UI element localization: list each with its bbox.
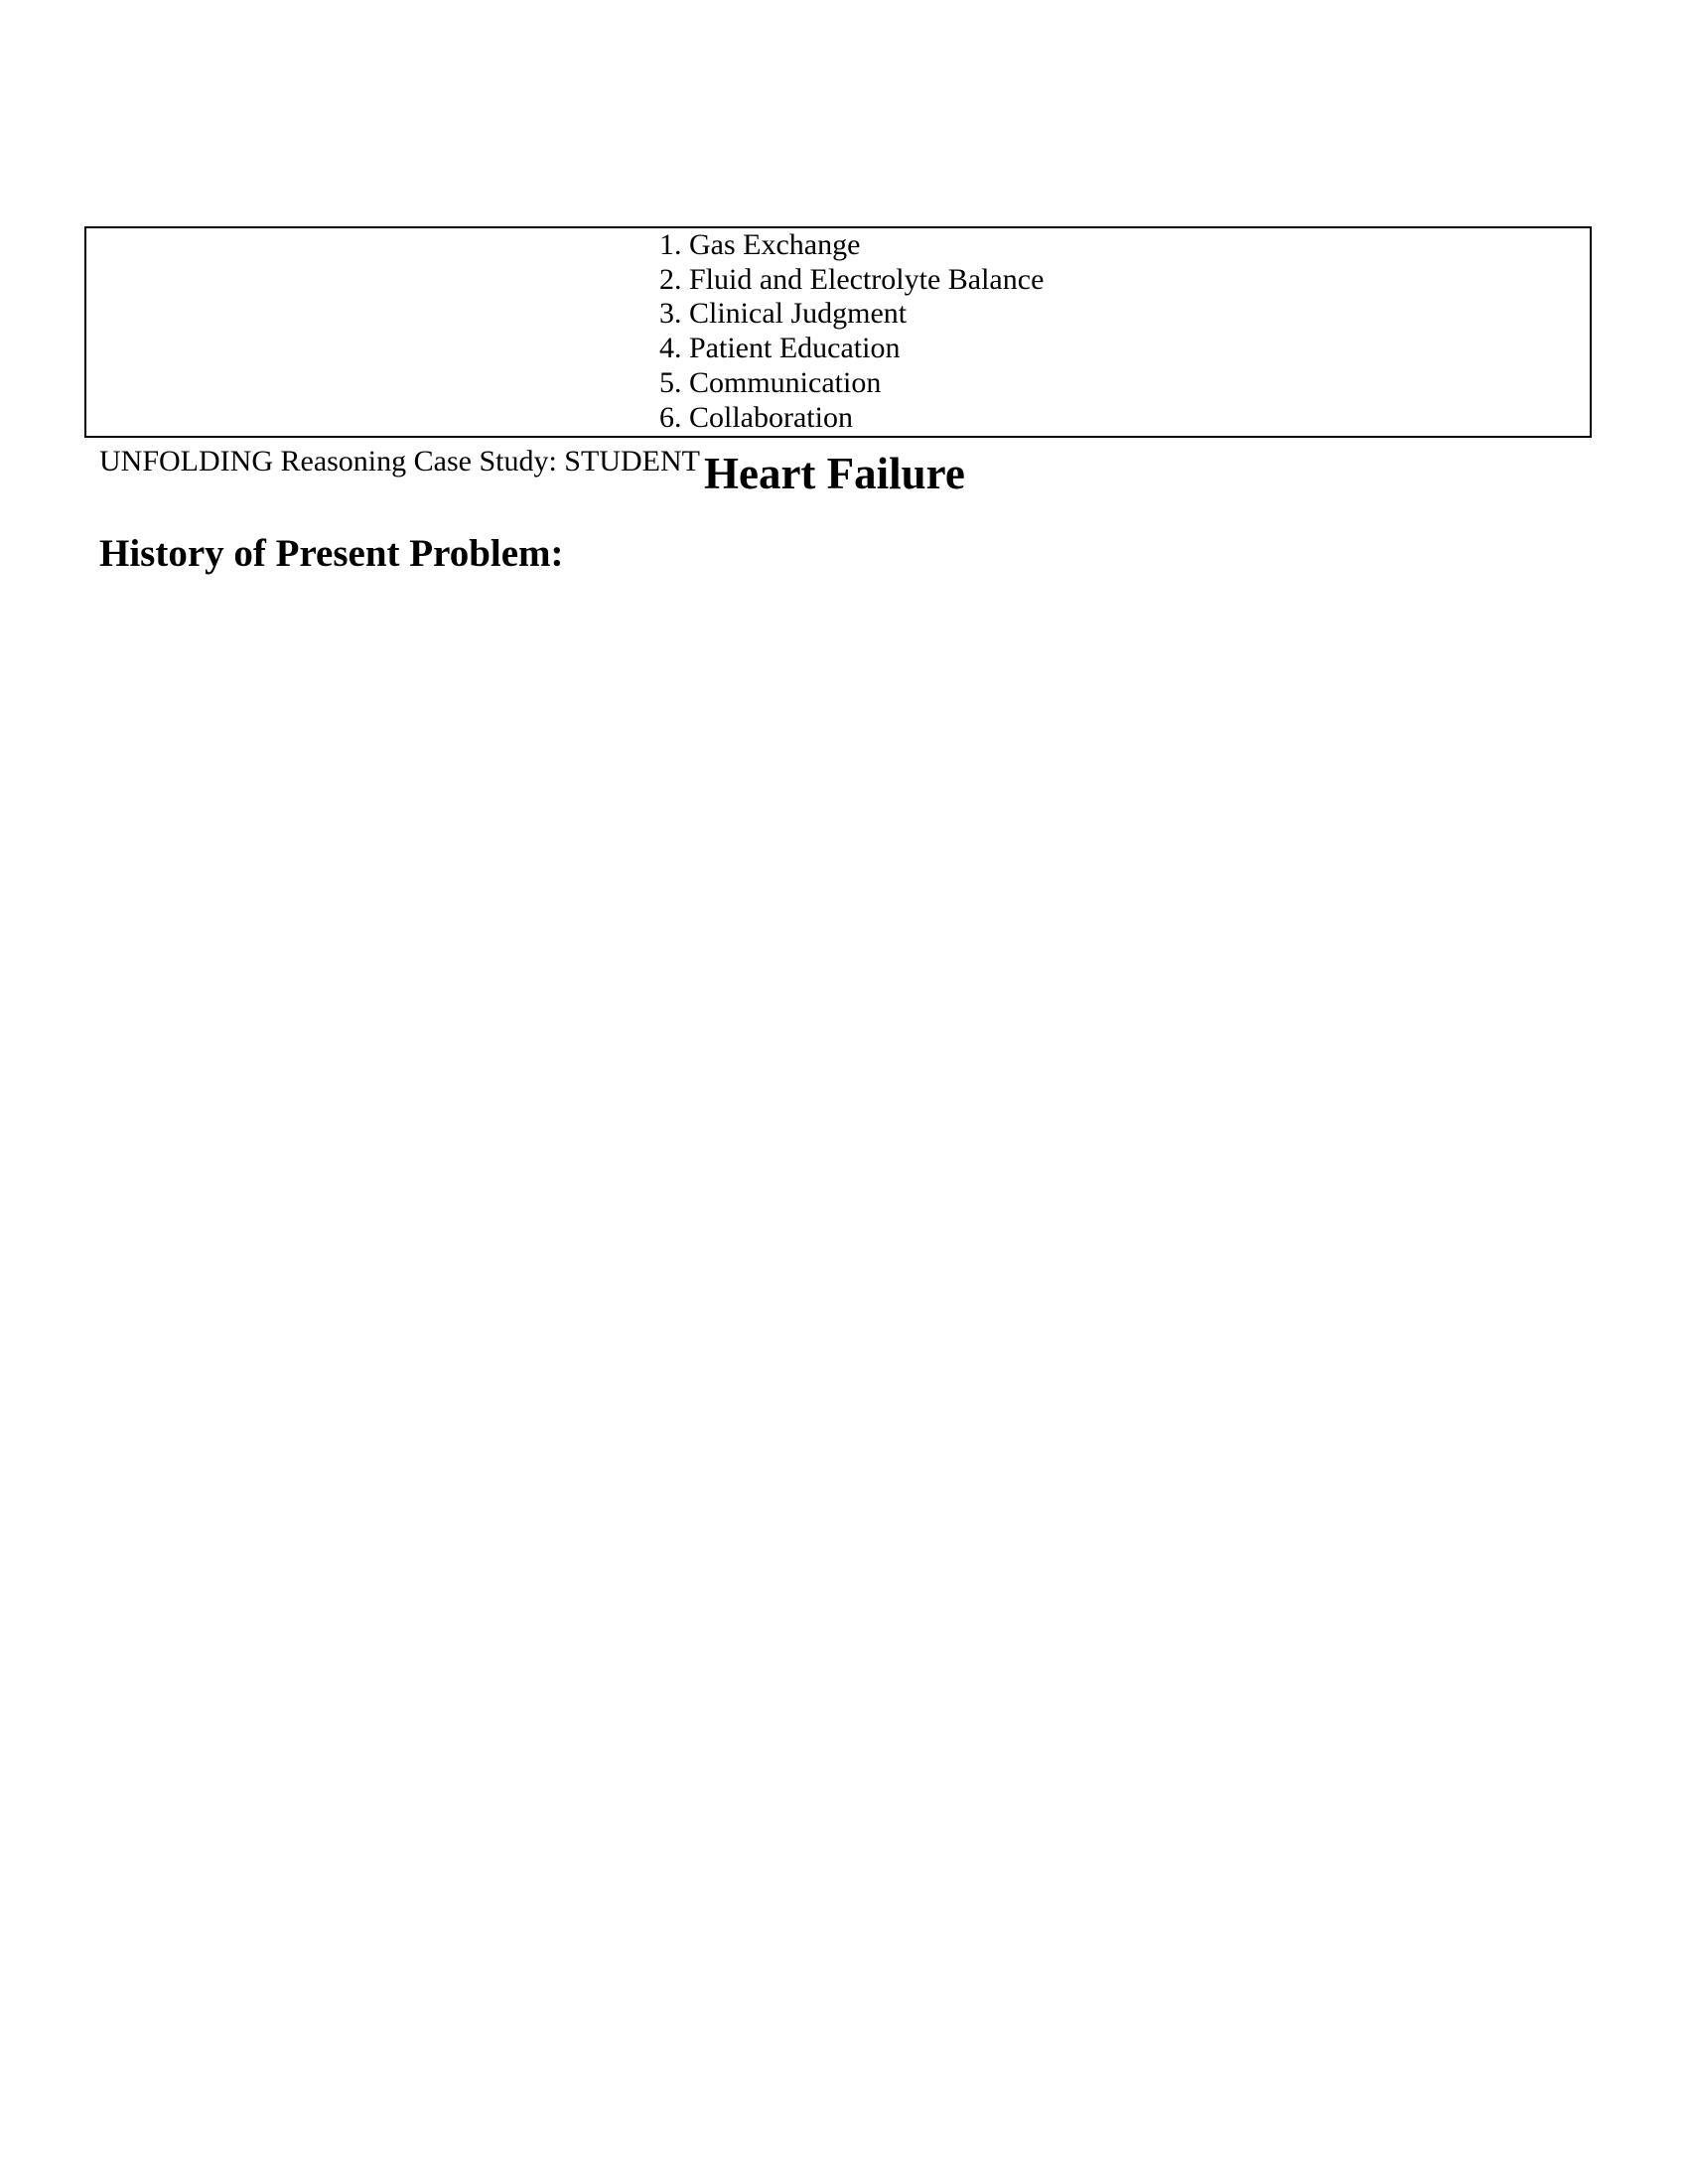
- concepts-list: [659, 228, 1044, 435]
- concept-item: 5. Communication: [659, 365, 882, 399]
- concept-item: 6. Collaboration: [659, 400, 853, 434]
- concepts-box: [84, 226, 1592, 438]
- case-study-title: Heart Failure: [703, 449, 965, 498]
- concept-item: 3. Clinical Judgment: [659, 297, 908, 331]
- case-study-label: UNFOLDING Reasoning Case Study: STUDENT: [99, 445, 700, 478]
- concept-item: 1. Gas Exchange: [659, 228, 861, 261]
- case-title-row: [99, 445, 965, 498]
- concept-item: 2. Fluid and Electrolyte Balance: [659, 262, 1045, 296]
- history-heading: History of Present Problem:: [99, 532, 564, 575]
- concept-item: 4. Patient Education: [659, 332, 901, 365]
